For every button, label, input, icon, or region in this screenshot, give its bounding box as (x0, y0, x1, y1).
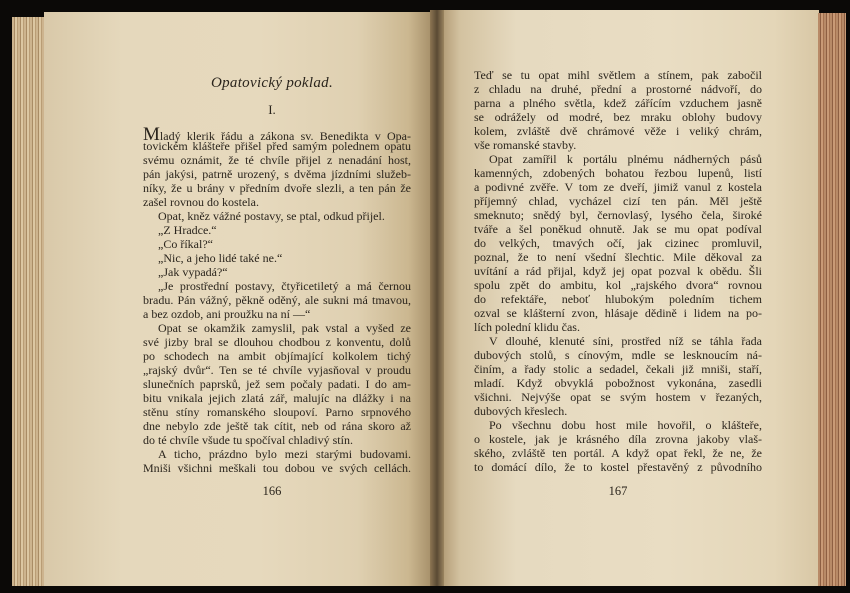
text-line: dubových stolů, s cínovým, mdle se lesknoucím ná- (474, 348, 762, 362)
text-line: svému oznámit, že té chvíle přijel z nenadání host, (143, 153, 411, 167)
chapter-title: Opatovický poklad. (210, 75, 334, 91)
text-line: V dlouhé, klenuté síni, prostřed níž se táhla řada (489, 334, 762, 348)
text-line: uvítání a rád přijal, když jej opat pozval k obědu. Šli (474, 264, 762, 278)
text-line (143, 124, 411, 145)
right-page-edges (818, 13, 846, 586)
right-page-text (474, 68, 762, 474)
text-line: po schodech na ambit objímající kolkolem tichý (143, 349, 411, 363)
text-line: a podivné zvěře. V tom ze dveří, jimiž vanul z kostela (474, 180, 762, 194)
text-line: bitu vnikala jejich zlatá zář, malujíc na dlážky i na (143, 391, 411, 405)
text-line: smeknuto; snědý byl, černovlasý, lysého čela, široké (474, 208, 762, 222)
text-line: o kostele, jak je krásného díla zrovna jakoby vlaš- (474, 432, 762, 446)
text-line: „Je prostřední postavy, čtyřicetiletý a má černou (158, 279, 411, 293)
text-line: spolu zpět do ambitu, kol „rajského dvora“ rovnou (474, 278, 762, 292)
text-line: dubových křeslech. (474, 404, 568, 418)
text-line: do velkých, tmavých očí, jak cizinec promluvil, (474, 236, 762, 250)
text-line: a bez ozdob, ani proužku na ní —“ (143, 307, 311, 321)
text-line: Opat se okamžik zamyslil, pak vstal a vyšed ze (158, 321, 411, 335)
text-line: dne nebylo zde ještě tak cítit, neb od rána skoro až (143, 419, 411, 433)
text-line: poznal, že to není všední šlechtic. Mile děkoval za (474, 250, 762, 264)
text-line: to domácí dílo, že to kostel přestavěný z původního (474, 460, 762, 474)
text-line: příjemný chlad, vycházel cizí ten pán. Měl ještě (474, 194, 762, 208)
text-line: kolem, zvláště dvě chrámové věže i veliký chrám, (474, 124, 762, 138)
text-line: „Co říkal?“ (158, 237, 213, 251)
text-line: Mniši všichni meškali tou dobou ve svých cellách. (143, 461, 411, 475)
text-line: níky, že u brány v předním dvoře slezli, a ten pán že (143, 181, 411, 195)
text-line: všichni. Nejvýše opat se svým hostem v řezaných, (474, 390, 762, 404)
text-line: z chladu na druhé, přední a prostorné nádvoří, do (474, 82, 762, 96)
text-line: zašel rovnou do kostela. (143, 195, 259, 209)
left-page-edges (12, 17, 46, 586)
text-line: pán jakýsi, patrně urozený, s dvěma jízdními služeb- (143, 167, 411, 181)
text-line: „Jak vypadá?“ (158, 265, 228, 279)
text-line: lích polední klidu čas. (474, 320, 580, 334)
text-line: bradu. Pán vážný, pěkně oděný, ale sukni má tmavou, (143, 293, 411, 307)
text-line-rest: ladý klerik řádu a zákona sv. Benedikta v Opa- (159, 129, 411, 143)
text-line: tovickém klášteře přišel před samým polednem opatu (143, 139, 411, 153)
page-number-left: 166 (262, 484, 282, 498)
gutter-shadow (430, 10, 444, 586)
left-page-text (143, 125, 411, 475)
section-number: I. (268, 102, 276, 117)
text-line: Teď se tu opat mihl světlem a stínem, pak zabočil (474, 68, 762, 82)
text-line: své jizby bral se dlouhou chodbou z konventu, dolů (143, 335, 411, 349)
drop-cap: M (143, 124, 160, 145)
text-line: „Z Hradce.“ (158, 223, 217, 237)
text-line: mladí. Když obvyklá pobožnost vykonána, zasedli (474, 376, 762, 390)
text-line: A ticho, prázdno bylo mezi starými budovami. (158, 447, 411, 461)
text-line: ozval se klášterní zvon, hlásaje dědině i lidem na po- (474, 306, 762, 320)
text-line: do refektáře, neboť hlubokým poledním tichem (474, 292, 762, 306)
text-line: se odrážely od modré, bez mraku oblohy budovy (474, 110, 762, 124)
text-line: „rajský dvůr“. Ten se té chvíle vyjasňoval v proudu (143, 363, 411, 377)
text-line: tváře a šel poněkud ohnutě. Jak se mu opat podíval (474, 222, 762, 236)
page-number-right: 167 (608, 484, 628, 498)
text-line: ského, zvláště ten portál. A když opat řekl, že ne, že (474, 446, 762, 460)
text-line: do té chvíle všude tu spočíval chladivý stín. (143, 433, 353, 447)
text-line: parna a plného světla, kdež zářícím vzduchem jasně (474, 96, 762, 110)
text-line: Opat, kněz vážné postavy, se ptal, odkud přijel. (158, 209, 385, 223)
text-line: kamenných, zdobených bohatou řezbou lupenů, listí (474, 166, 762, 180)
text-line: stěnu stíny romanského sloupoví. Parno srpnového (143, 405, 411, 419)
text-line: Opat zamířil k portálu plnému nádherných pásů (489, 152, 762, 166)
text-line: vše romanské stavby. (474, 138, 577, 152)
text-line: „Nic, a jeho lidé také ne.“ (158, 251, 283, 265)
text-line: činím, a řady stolic a sedadel, čekali již mniši, staří, (474, 362, 762, 376)
text-line: Po všechnu dobu host mile hovořil, o klášteře, (489, 418, 762, 432)
text-line: slunečních paprsků, jež sem počaly padati. I do am- (143, 377, 411, 391)
